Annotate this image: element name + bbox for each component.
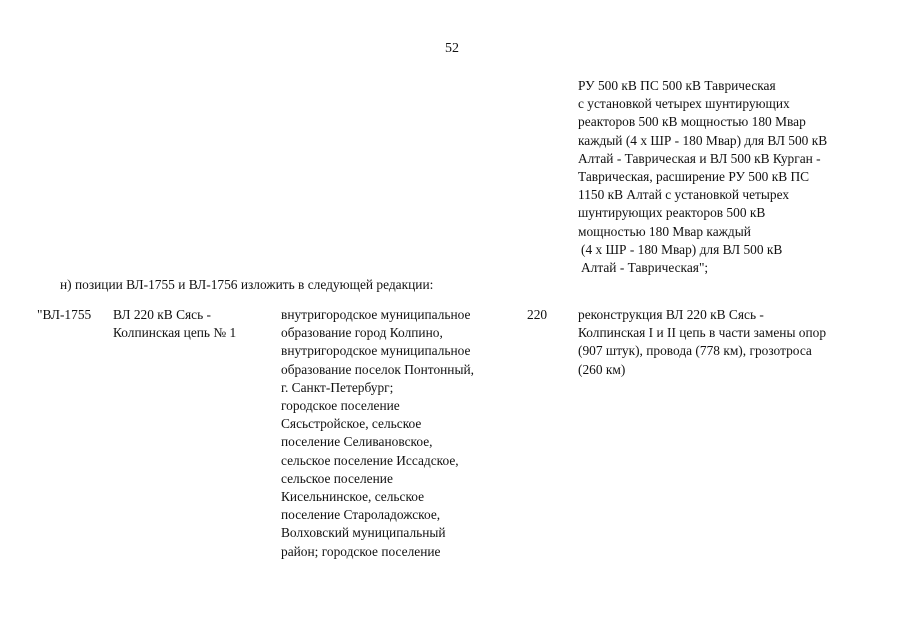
page-number: 52	[445, 41, 459, 56]
text-line: шунтирующих реакторов 500 кВ	[578, 205, 766, 221]
text-line: каждый (4 х ШР - 180 Мвар) для ВЛ 500 кВ	[578, 132, 828, 148]
text-line: городское поселение	[281, 398, 400, 414]
text-line: Колпинская цепь № 1	[113, 325, 237, 341]
text-line: Сясьстройское, сельское	[281, 416, 422, 432]
text-line: с установкой четырех шунтирующих	[578, 96, 790, 112]
text-line: Волховский муниципальный	[281, 525, 446, 541]
text-line: Алтай - Таврическая";	[581, 260, 709, 276]
text-line: ВЛ 220 кВ Сясь -	[113, 307, 212, 322]
text-line: (260 км)	[578, 361, 626, 377]
text-line: поселение Староладожское,	[281, 507, 441, 523]
text-line: сельское поселение	[281, 470, 393, 486]
text-line: реакторов 500 кВ мощностью 180 Мвар	[578, 114, 806, 130]
text-line: сельское поселение Иссадское,	[281, 452, 459, 468]
entry-name	[113, 306, 236, 342]
text-line: образование поселок Понтонный,	[281, 361, 474, 377]
text-line: Алтай - Таврическая и ВЛ 500 кВ Курган -	[578, 150, 821, 166]
text-line: мощностью 180 Мвар каждый	[578, 223, 751, 239]
entry-description	[578, 306, 826, 379]
entry-voltage: 220	[527, 307, 548, 322]
text-line: поселение Селивановское,	[281, 434, 433, 450]
text-line: Колпинская I и II цепь в части замены опор	[578, 325, 827, 341]
entry-code: "ВЛ-1755	[37, 307, 92, 322]
text-line: г. Санкт-Петербург;	[281, 379, 394, 395]
entry-territory	[281, 306, 474, 561]
text-line: район; городское поселение	[281, 543, 441, 559]
text-line: внутригородское муниципальное	[281, 343, 471, 359]
text-line: Кисельнинское, сельское	[281, 489, 425, 505]
text-line: внутригородское муниципальное	[281, 307, 471, 322]
text-line: Таврическая, расширение РУ 500 кВ ПС	[578, 169, 810, 185]
text-line: (907 штук), провода (778 км), грозотроса	[578, 343, 812, 359]
text-line: РУ 500 кВ ПС 500 кВ Таврическая	[578, 78, 776, 93]
amendment-instruction: н) позиции ВЛ-1755 и ВЛ-1756 изложить в следующей редакции:	[60, 277, 434, 292]
text-line: реконструкция ВЛ 220 кВ Сясь -	[578, 307, 764, 322]
text-line: 1150 кВ Алтай с установкой четырех	[578, 187, 790, 203]
text-line: образование город Колпино,	[281, 325, 443, 341]
text-line: (4 х ШР - 180 Мвар) для ВЛ 500 кВ	[581, 241, 783, 257]
previous-entry-description	[578, 77, 827, 277]
